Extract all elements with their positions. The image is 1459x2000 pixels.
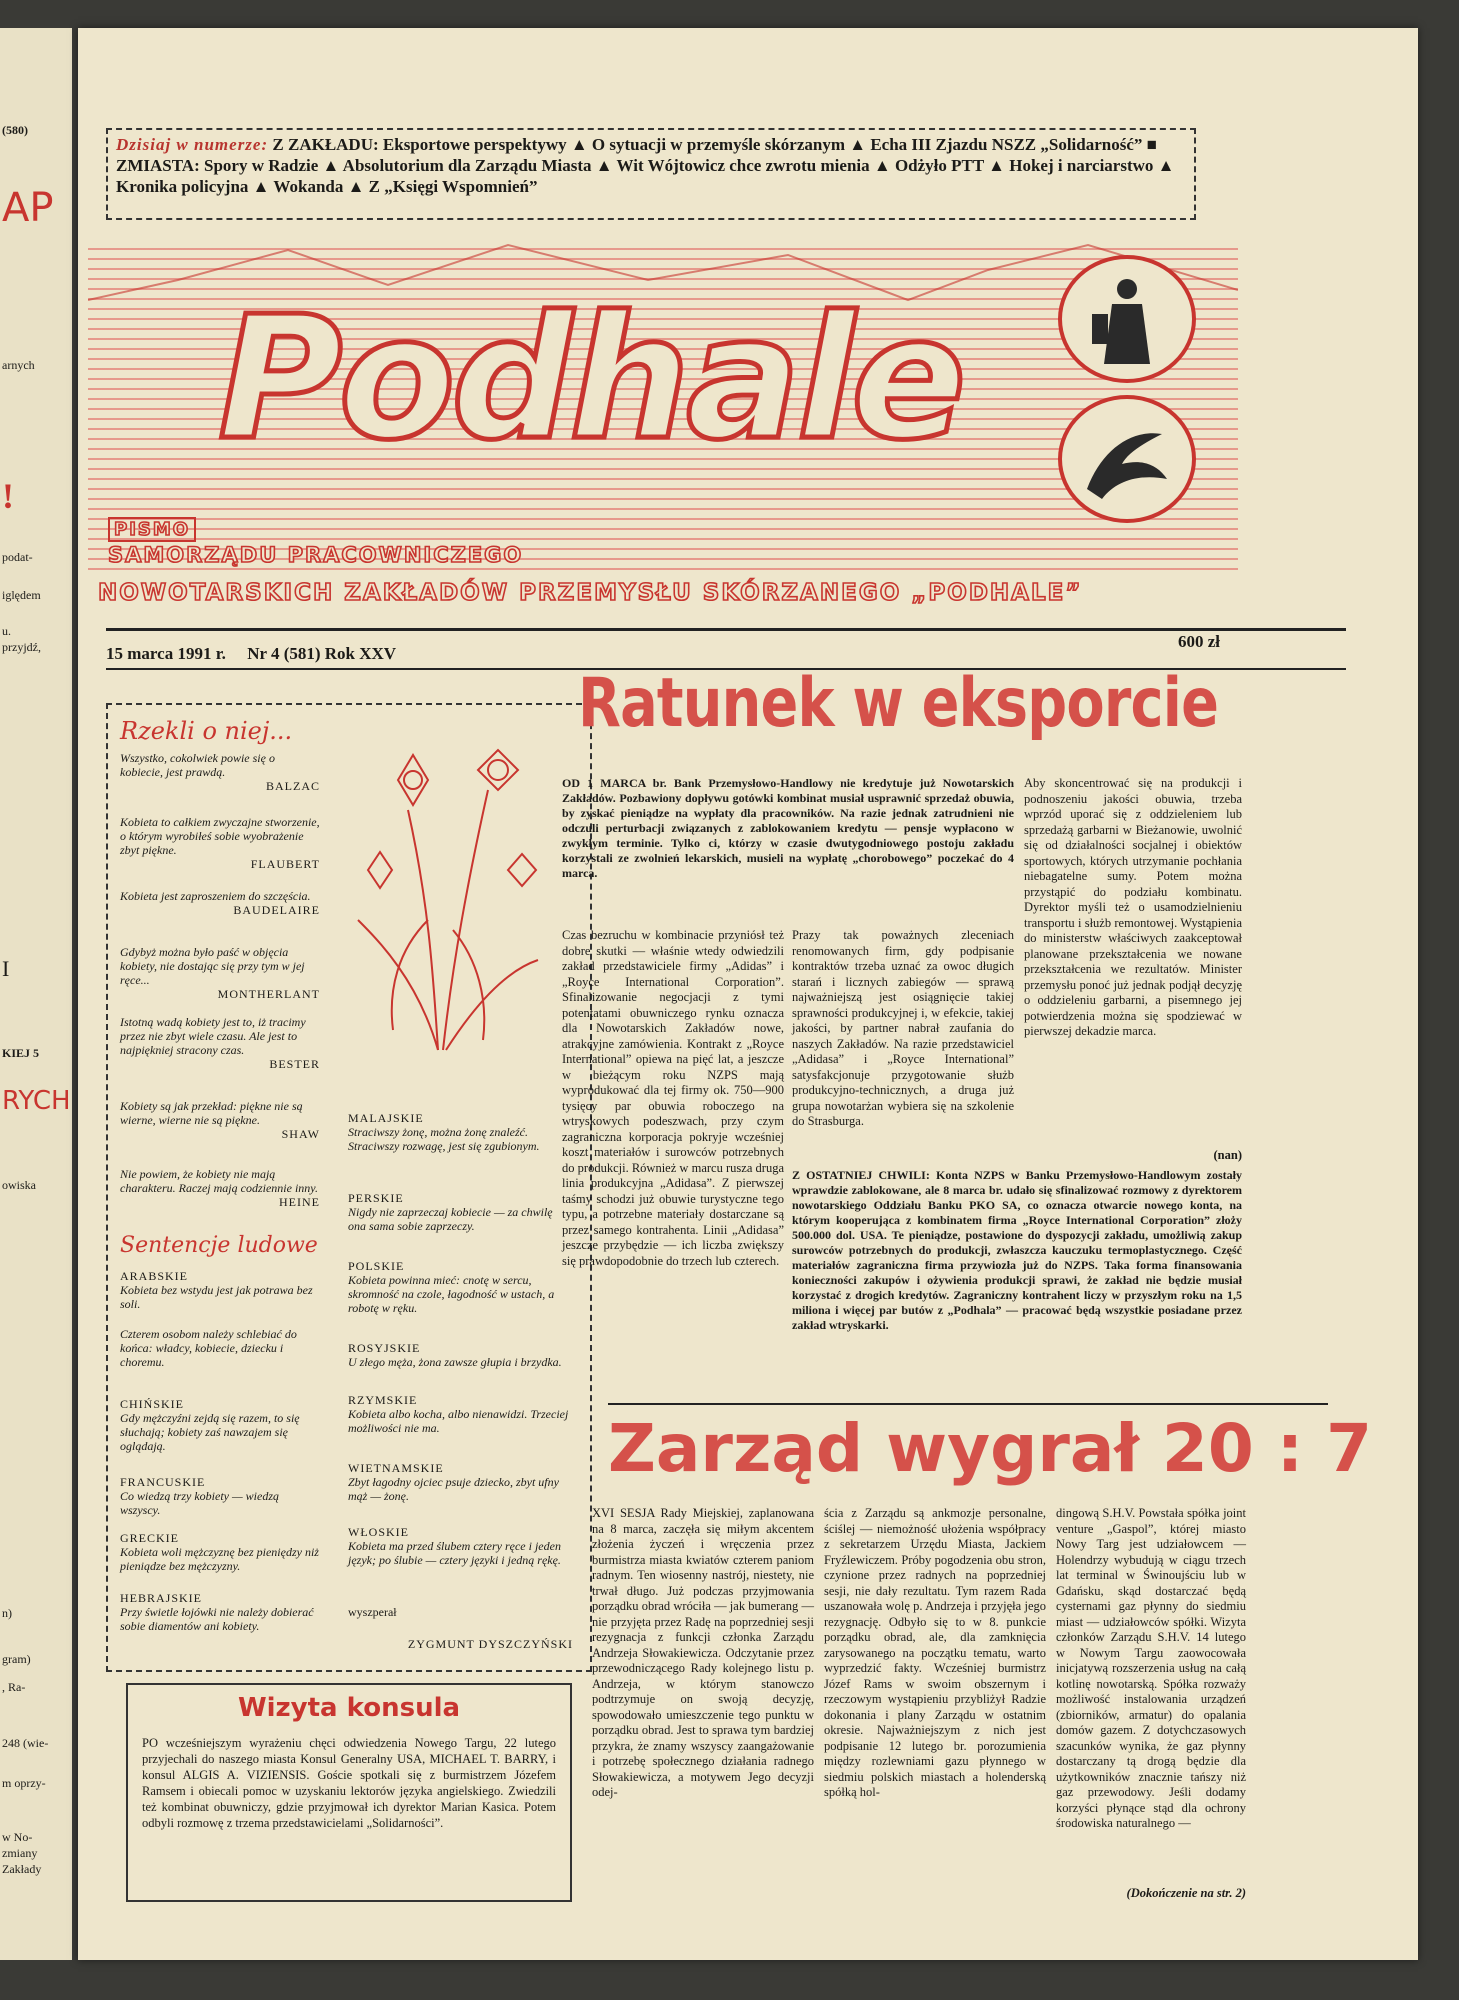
folk-text: Gdy mężczyźni zejdą się razem, to się słuchają; kobiety zaś nawzajem się oglądają. xyxy=(120,1411,300,1453)
export-article-signature: (nan) xyxy=(1213,1148,1242,1162)
prev-text: Zakłady xyxy=(2,1862,42,1876)
quote-author: HEINE xyxy=(279,1195,320,1209)
folk-origin: GRECKIE xyxy=(120,1531,179,1545)
article-separator-rule xyxy=(608,1403,1328,1405)
continued-note: (Dokończenie na str. 2) xyxy=(1126,1886,1246,1900)
folk-saying-item xyxy=(120,1397,320,1453)
prev-text: RYCH xyxy=(2,1086,71,1116)
folk-saying-item xyxy=(120,1591,320,1633)
folk-saying-item xyxy=(120,1327,320,1369)
folk-text: Zbyt łagodny ojciec psuje dziecko, zbyt ufny mąż — żonę. xyxy=(348,1475,559,1503)
folk-saying-item xyxy=(348,1461,573,1503)
issue-price: 600 zł xyxy=(1178,632,1221,651)
quote-author: BESTER xyxy=(269,1057,320,1071)
quote-text: Kobieta jest zaproszeniem do szczęścia. xyxy=(120,889,311,903)
folk-origin: POLSKIE xyxy=(348,1259,405,1273)
prev-text: 248 (wie- xyxy=(2,1736,49,1750)
folk-text: Kobieta ma przed ślubem cztery ręce i jeden język; po ślubie — cztery języki i jedną rękę. xyxy=(348,1539,561,1567)
folk-saying-item xyxy=(120,1531,320,1573)
prev-text: I xyxy=(2,956,10,981)
quote-text: Gdybyż można było paść w objęcia kobiety, nie dostając się przy tym w jej ręce... xyxy=(120,945,305,987)
prev-text: zmiany xyxy=(2,1846,38,1860)
quote-item xyxy=(120,815,320,871)
masthead-logo-title: Podhale xyxy=(218,280,963,478)
folk-origin: ARABSKIE xyxy=(120,1269,189,1283)
folk-origin: WIETNAMSKIE xyxy=(348,1461,444,1475)
previous-page-strip xyxy=(0,28,72,1960)
quote-item xyxy=(120,1099,320,1141)
in-this-issue-text: Z ZAKŁADU: Eksportowe perspektywy ▲ O sytuacji w przemyśle skórzanym ▲ Echa III Zjazdu NSZZ „Solidarność” ■ ZMIASTA: Spory w Radzie ▲ Absolutorium dla Zarządu Miasta ▲ Wit Wójtowicz chce zwrotu mienia ▲ Odżyło PTT ▲ Hokej i narciarstwo ▲ Kronika policyjna ▲ Wokanda ▲ Z „Księgi Wspomnień” xyxy=(116,135,1175,196)
issue-date: 15 marca 1991 r. xyxy=(106,644,226,663)
folk-text: Kobieta powinna mieć: cnotę w sercu, skromność na czole, łagodność w ustach, a robotę w ręku. xyxy=(348,1273,555,1315)
masthead-rule xyxy=(106,628,1346,631)
bird-emblem-icon xyxy=(1058,395,1196,523)
folk-origin: FRANCUSKIE xyxy=(120,1475,206,1489)
folk-saying-item xyxy=(348,1393,573,1435)
quote-item xyxy=(120,751,320,793)
folk-origin: WŁOSKIE xyxy=(348,1525,409,1539)
quote-text: Istotną wadą kobiety jest to, iż tracimy przez nie zbyt wiele czasu. Ale jest to najpiękniej stracony czas. xyxy=(120,1015,306,1057)
folk-saying-item xyxy=(348,1191,573,1233)
selected-by-author: ZYGMUNT DYSZCZYŃSKI xyxy=(407,1637,573,1651)
folk-text: Kobieta albo kocha, albo nienawidzi. Trzeciej możliwości nie ma. xyxy=(348,1407,569,1435)
prev-text: m oprzy- xyxy=(2,1776,46,1790)
consul-visit-headline: Wizyta konsula xyxy=(237,1693,461,1723)
quote-item xyxy=(120,945,320,1001)
prev-text: w No- xyxy=(2,1830,33,1844)
quote-author: BALZAC xyxy=(266,779,320,793)
prev-text: n) xyxy=(2,1606,12,1620)
export-article-column-2: Prazy tak poważnych zleceniach renomowanych firm, gdy podpisanie kontraktów trzeba uznać za owoc długich starań i licznych zabiegów — sprawą najważniejszą jest osiągnięcie takiej sprawności produkcyjnej i, w efekcie, takiej jakości, by partner nabrał zaufania do naszych Zakładów. Na razie przedstawiciel „Adidasa” i „Royce International” satysfakcjonuje przygotowanie służb produkcyjno-technicznych, a druga już grupa nowotarżan wybiera się na szkolenie do Strasburga. xyxy=(792,928,1014,1128)
export-article-column-3: Aby skoncentrować się na produkcji i podnoszeniu jakości obuwia, trzeba wprzód uporać się z oddzieleniem lub sprzedażą garbarni w Bieżanowie, uwolnić się od działalności socjalnej i obiektów sportowych, których utrzymanie pochłania niebagatelne sumy. Potem można przystąpić do podziału kombinatu. Dyrektor myśli też o usamodzielnieniu transportu i służb remontowej. Wystąpienia do ministerstw właściwych zaakceptował planowane przekształcenia we nowane przekształcenia we rezultatów. Minister przemysłu ponoć już jednak podjął decyzję o oddzieleniu garbarni, a pisemnego jej potwierdzenia można się spodziewać w pierwszej dekadzie marca. xyxy=(1024,776,1242,1038)
masthead xyxy=(88,240,1238,606)
consul-visit-box xyxy=(126,1683,572,1902)
issue-dateline xyxy=(106,644,396,664)
quote-item xyxy=(120,1015,320,1071)
in-this-issue-box xyxy=(106,128,1196,220)
prev-text: iględem xyxy=(2,588,41,602)
prev-text: , Ra- xyxy=(2,1680,26,1694)
selected-by-label: wyszperał xyxy=(348,1605,397,1619)
quotes-title: Rzekli o niej... xyxy=(120,717,293,745)
folk-text: Straciwszy żonę, można żonę znaleźć. Straciwszy rozwagę, jest się zgubionym. xyxy=(348,1125,540,1153)
council-article-column-3: dingową S.H.V. Powstała spółka joint venture „Gaspol”, której miasto Nowy Targ jest udziałowcem — Holendrzy wybudują w ciągu trzech lat terminal w Świnoujściu lub w Gdańsku, skąd dostarczać będą cysternami gaz płynny do siedmiu miast — udziałowców spółki. Wizyta członków Zarządu S.H.V. 14 lutego w Nowym Targu zaowocowała inicjatywą rozszerzenia usług na całą kotlinę nowotarską. Spółka rozważy możliwość instalowania urządzeń (zbiorników, armatur) do opalania domów gazem. Z dotychczasowych szacunków wynika, że gaz płynny dostarczany tą drogą będzie dla użytkowników znacznie tańszy niż gaz przewodowy. Jeśli dodamy korzyści płynące stąd dla ochrony środowiska naturalnego — xyxy=(1056,1506,1246,1830)
prev-text: arnych xyxy=(2,358,35,372)
issue-number: Nr 4 (581) Rok XXV xyxy=(247,644,397,663)
folk-text: Przy świetle łojówki nie należy dobierać sobie diamentów ani kobiety. xyxy=(120,1605,314,1633)
masthead-line-pismo: PISMO xyxy=(108,517,196,542)
folk-saying-item xyxy=(120,1269,320,1311)
quote-item xyxy=(120,889,320,917)
daffodil-illustration xyxy=(338,720,548,1060)
export-article-lead: OD 1 MARCA br. Bank Przemysłowo-Handlowy nie kredytuje już Nowotarskich Zakładów. Pozbawiony dopływu gotówki kombinat musiał usprawnić sprzedaż obuwia, by zyskać pieniądze na wypłaty dla pracowników. Na razie jednak zatrudnieni nie odczuli perturbacji związanych z zablokowaniem kredytu — pensje wypłacono w zwykłym terminie. Tylko ci, którzy w czasie dwutygodniowego postoju zakładu korzystali ze zwolnień lekarskich, musieli na wypłatę „chorobowego” poczekać do 4 marca. xyxy=(562,776,1014,880)
folk-text: Co wiedzą trzy kobiety — wiedzą wszyscy. xyxy=(120,1489,279,1517)
masthead-line-samorzad: SAMORZĄDU PRACOWNICZEGO xyxy=(108,543,524,567)
folk-saying-item xyxy=(348,1111,573,1153)
folk-origin: PERSKIE xyxy=(348,1191,404,1205)
prev-text: przyjdź, xyxy=(2,640,41,654)
folk-text: Czterem osobom należy schlebiać do końca: władcy, kobiecie, dziecku i choremu. xyxy=(120,1327,297,1369)
quote-author: MONTHERLANT xyxy=(217,987,320,1001)
export-article-update: Z OSTATNIEJ CHWILI: Konta NZPS w Banku Przemysłowo-Handlowym zostały wprawdzie zablokowane, ale 8 marca br. udało się sfinalizować rozmowy z dyrektorem nowotarskiego Oddziału Banku PKO SA, co oznacza otwarcie nowego konta, na którym kooperująca z kombinatem firma „Royce International Corporation” złoży 500.000 dol. USA. Te pieniądze, postawione do dyspozycji zakładu, umożliwią zakup surowców potrzebnych do produkcji, zwłaszcza kauczuku termoplastycznego. Część materiałów zagraniczna firma przywiozła już do NZPS. Taka forma finansowania konieczności zakupów i ożywienia produkcji sprawi, że zakład nie będzie musiał korzystać z drogich kredytów. Zagraniczny kontrahent liczy w przyszłym roku na 1,5 miliona i więcej par butów z „Podhala” — pracować będą wszystkie posiadane przez zakład wtryskarki. xyxy=(792,1168,1242,1332)
folk-sayings-title: Sentencje ludowe xyxy=(120,1233,318,1258)
quote-text: Kobieta to całkiem zwyczajne stworzenie, o którym wyrobiłeś sobie wyobrażenie zbyt piękne. xyxy=(120,815,320,857)
quote-text: Kobiety są jak przekład: piękne nie są wierne, wierne nie są piękne. xyxy=(120,1099,303,1127)
folk-saying-item xyxy=(348,1341,573,1369)
council-article-column-2: ścia z Zarządu są ankmozje personalne, ściślej — niemożność ułożenia współpracy z sekretarzem Urzędu Miasta, Jackiem Fryźlewiczem. Próby pogodzenia obu stron, czynione przez radnych na poprzedniej sesji, nie dały rezultatu. Tym razem Rada uszanowała wolę p. Andrzeja i przyjęła jego rezygnację. Odbyło się to w 8. punkcie porządku obrad, ale, dla zamknięcia zarysowanego na początku tematu, warto wyprzedzić fakty. Wcześniej burmistrz Józef Rams w swoim obszernym i rzeczowym wystąpieniu przybliżył Radzie dokonania i plany Zarządu w ostatnim okresie. Najważniejszym z nich jest podpisanie 12 lutego br. porozumienia między rozlewniami gazu płynnego w siedmiu polskich miastach a holenderską spółką hol- xyxy=(824,1506,1046,1799)
folk-saying-item xyxy=(348,1259,573,1315)
quote-text: Wszystko, cokolwiek powie się o kobiecie, jest prawdą. xyxy=(120,751,275,779)
newspaper-page xyxy=(78,28,1418,1960)
masthead-line-zaklady: NOWOTARSKICH ZAKŁADÓW PRZEMYSŁU SKÓRZANEGO „PODHALE” xyxy=(98,580,1083,606)
quote-item xyxy=(120,1167,320,1209)
folk-text: Nigdy nie zaprzeczaj kobiecie — za chwilę ona sama sobie zaprzeczy. xyxy=(348,1205,553,1233)
prev-text: u. xyxy=(2,624,11,638)
folk-origin: MALAJSKIE xyxy=(348,1111,424,1125)
export-article-headline: Ratunek w eksporcie xyxy=(578,664,1219,743)
quotes-box xyxy=(106,703,592,1672)
consul-visit-text: PO wcześniejszym wyrażeniu chęci odwiedzenia Nowego Targu, 22 lutego przyjechali do naszego miasta Konsul Generalny USA, MICHAEL T. BARRY, i konsul ALGIS A. VIZIENSIS. Goście spotkali się z burmistrzem Józefem Ramsem i obiecali pomoc w uzyskaniu lektorów języka angielskiego. Zwiedzili też kombinat obuwniczy, gdzie przyjmował ich dyrektor Marian Kasica. Potem odbyli rozmowę z trzema przedstawicielami „Solidarności”. xyxy=(142,1736,556,1830)
prev-text: gram) xyxy=(2,1652,31,1666)
quote-text: Nie powiem, że kobiety nie mają charakteru. Raczej mają codziennie inny. xyxy=(120,1167,318,1195)
prev-text: (580) xyxy=(2,123,28,137)
prev-text: AP xyxy=(2,185,54,231)
export-article-column-1: Czas bezruchu w kombinacie przyniósł też dobre skutki — właśnie wtedy odwiedzili zakład przedstawiciele firmy „Adidas” i „Royce International Corporation”. Sfinalizowanie negocjacji z tymi potentatami obuwniczego rynku oznacza dla Nowotarskich Zakładów nowe, atrakcyjne zamówienia. Kontrakt z „Royce International” opiewa na pięć lat, a jeszcze w bieżącym roku NZPS mają wyprodukować dla tej firmy ok. 750—900 tysięcy par obuwia roboczego na wtryskowych podeszwach, przy czym zagraniczna korporacja pokryje wcześniej koszt materiałów i surowców potrzebnych do produkcji. Również w marcu rusza druga linia produkcyjna „Adidasa”. Z pierwszej taśmy schodzi już obuwie turystyczne tego typu, a potrzebne materiały dostarczane są przez samego kontrahenta. Linii „Adidasa” jeszcze przybędzie — ich liczba zwiększy się prawdopodobnie do trzech lub czterech. xyxy=(562,928,784,1268)
prev-text: owiska xyxy=(2,1178,36,1192)
quote-author: BAUDELAIRE xyxy=(233,903,320,917)
council-article-column-1: XVI SESJA Rady Miejskiej, zaplanowana na 8 marca, zaczęła się miłym akcentem złożenia życzeń i wręczenia przez burmistrza miasta kwiatów czterem paniom radnym. Ten wiosenny nastrój, niestety, nie trwał długo. Już podczas przyjmowania porządku obrad wróciła — jak bumerang — nie przyjęta przez Radę na poprzedniej sesji rezygnacja z funkcji członka Zarządu Andrzeja Słowakiewicza. Odczytanie przez przewodniczącego Rady kolejnego listu p. Andrzeja, w którym stanowczo podtrzymuje on swoją decyzję, spowodowało umieszczenie tego punktu w porządku obrad. Jest to sprawa tym bardziej przykra, że znamy wszyscy zaangażowanie i potrzebę społecznego działania radnego Słowakiewicza, a motywem Jego decyzji odej- xyxy=(592,1506,814,1799)
folk-origin: RZYMSKIE xyxy=(348,1393,418,1407)
saint-emblem-icon xyxy=(1058,255,1196,383)
folk-saying-item xyxy=(348,1525,573,1567)
council-article-headline: Zarząd wygrał 20 : 7 xyxy=(608,1410,1373,1487)
folk-text: U złego męża, żona zawsze głupia i brzydka. xyxy=(348,1355,562,1369)
folk-saying-item xyxy=(120,1475,320,1517)
prev-text: podat- xyxy=(2,550,33,564)
quote-author: SHAW xyxy=(281,1127,320,1141)
in-this-issue-label: Dzisiaj w numerze: xyxy=(116,135,269,154)
folk-origin: CHIŃSKIE xyxy=(120,1397,184,1411)
folk-text: Kobieta woli mężczyznę bez pieniędzy niż pieniądze bez mężczyzny. xyxy=(120,1545,319,1573)
folk-text: Kobieta bez wstydu jest jak potrawa bez soli. xyxy=(120,1283,313,1311)
folk-origin: ROSYJSKIE xyxy=(348,1341,421,1355)
prev-text: ! xyxy=(2,476,14,516)
folk-origin: HEBRAJSKIE xyxy=(120,1591,203,1605)
prev-text: KIEJ 5 xyxy=(2,1046,40,1060)
quote-author: FLAUBERT xyxy=(250,857,320,871)
